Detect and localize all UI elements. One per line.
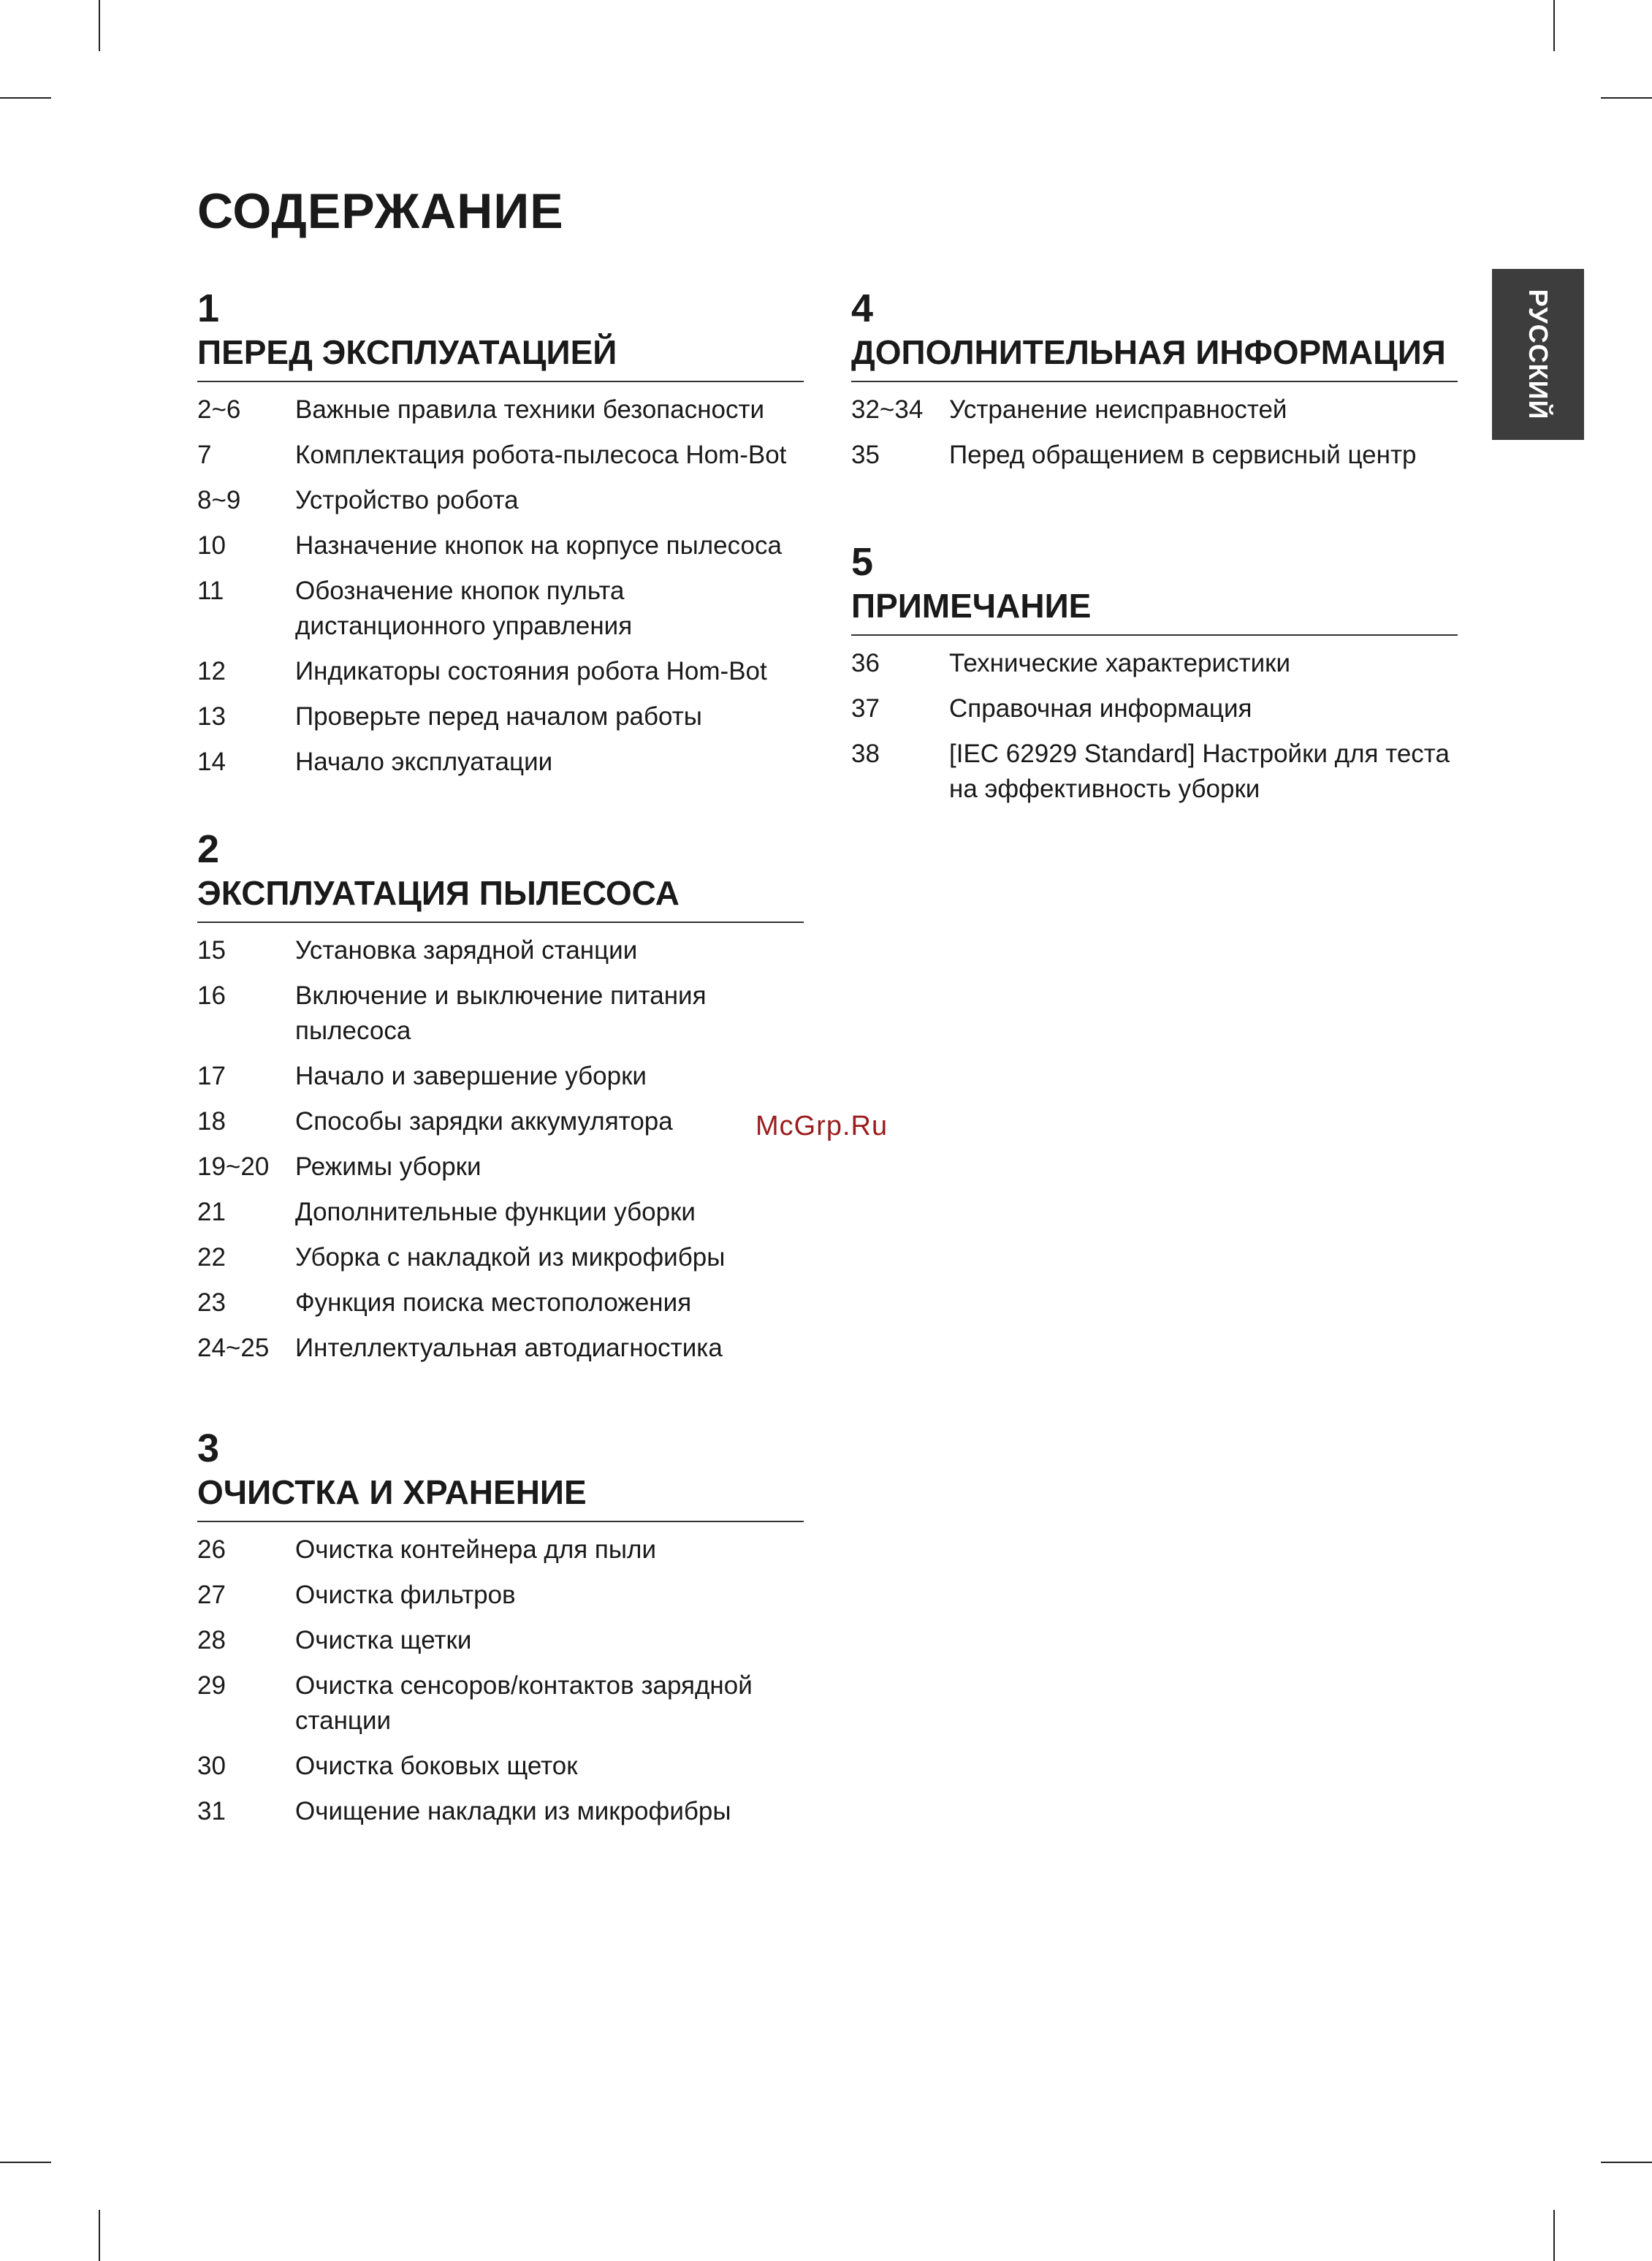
section-entries bbox=[851, 392, 1458, 483]
toc-entry bbox=[197, 1623, 804, 1668]
toc-entry bbox=[197, 1578, 804, 1623]
section-entries bbox=[851, 646, 1458, 817]
toc-section-1 bbox=[197, 286, 804, 790]
toc-entry bbox=[197, 574, 804, 654]
toc-entry bbox=[197, 1104, 804, 1150]
toc-entry-text: Назначение кнопок на корпусе пылесоса bbox=[295, 531, 782, 560]
toc-entry-text: Технические характеристики bbox=[949, 649, 1291, 677]
crop-mark bbox=[1601, 2162, 1652, 2163]
toc-entry-text: Проверьте перед началом работы bbox=[295, 702, 702, 731]
toc-entry bbox=[197, 392, 804, 438]
toc-entry-page: 7 bbox=[197, 441, 212, 469]
toc-entry-page: 24~25 bbox=[197, 1334, 270, 1362]
section-entries bbox=[197, 1532, 804, 1839]
crop-mark bbox=[1553, 0, 1555, 51]
toc-entry bbox=[197, 654, 804, 699]
toc-section-4 bbox=[851, 286, 1458, 483]
toc-entry-page: 2~6 bbox=[197, 395, 241, 424]
section-number: 2 bbox=[197, 827, 220, 871]
toc-entry-page: 21 bbox=[197, 1198, 226, 1226]
toc-entry-page: 22 bbox=[197, 1243, 226, 1272]
toc-entry-page: 32~34 bbox=[851, 395, 924, 424]
toc-entry-text: Индикаторы состояния робота Hom-Bot bbox=[295, 657, 767, 685]
toc-entry-text: Дополнительные функции уборки bbox=[295, 1198, 696, 1226]
toc-entry-page: 28 bbox=[197, 1626, 226, 1654]
toc-entry-page: 16 bbox=[197, 981, 226, 1010]
toc-entry-text: Функция поиска местоположения bbox=[295, 1288, 692, 1317]
toc-section-3 bbox=[197, 1426, 804, 1839]
toc-entry-text: Очистка щетки bbox=[295, 1626, 472, 1654]
toc-entry bbox=[197, 745, 804, 790]
toc-entry bbox=[851, 737, 1458, 817]
toc-entry bbox=[197, 1749, 804, 1794]
toc-entry bbox=[197, 528, 804, 574]
toc-entry-text: Справочная информация bbox=[949, 694, 1252, 723]
language-tab bbox=[1492, 269, 1584, 440]
watermark-text: McGrp.Ru bbox=[755, 1111, 888, 1141]
toc-entry-text: Начало и завершение уборки bbox=[295, 1062, 647, 1090]
toc-entry bbox=[851, 438, 1458, 483]
section-number: 5 bbox=[851, 540, 874, 584]
toc-entry bbox=[197, 1285, 804, 1331]
toc-entry-page: 18 bbox=[197, 1107, 226, 1136]
toc-section-5 bbox=[851, 542, 1458, 817]
toc-entry-page: 26 bbox=[197, 1535, 226, 1564]
toc-entry-page: 11 bbox=[197, 577, 224, 605]
toc-entry bbox=[197, 1668, 804, 1749]
toc-entry-text: Уборка с накладкой из микрофибры bbox=[295, 1243, 726, 1272]
toc-entry bbox=[197, 699, 804, 745]
toc-entry-text: [IEC 62929 Standard] Настройки для теста на эффективность уборки bbox=[949, 740, 1450, 803]
toc-entry-text: Очистка сенсоров/контактов зарядной станции bbox=[295, 1671, 753, 1735]
toc-entry bbox=[197, 483, 804, 528]
toc-entry bbox=[197, 1150, 804, 1195]
crop-mark bbox=[1601, 97, 1652, 99]
toc-entry-text: Способы зарядки аккумулятора bbox=[295, 1107, 673, 1136]
toc-entry bbox=[197, 1532, 804, 1578]
toc-entry-text: Начало эксплуатации bbox=[295, 748, 553, 776]
section-title: ЭКСПЛУАТАЦИЯ ПЫЛЕСОСА bbox=[197, 872, 804, 923]
section-title: ДОПОЛНИТЕЛЬНАЯ ИНФОРМАЦИЯ bbox=[851, 331, 1458, 382]
section-number: 4 bbox=[851, 286, 874, 330]
crop-mark bbox=[0, 2162, 51, 2163]
toc-entry-page: 27 bbox=[197, 1581, 226, 1609]
toc-entry-page: 35 bbox=[851, 441, 880, 469]
toc-entry bbox=[851, 646, 1458, 691]
crop-mark bbox=[1553, 2210, 1555, 2261]
toc-entry-page: 17 bbox=[197, 1062, 226, 1090]
crop-mark bbox=[99, 0, 100, 51]
toc-entry-text: Обозначение кнопок пульта дистанционного управления bbox=[295, 577, 633, 640]
toc-entry bbox=[197, 1195, 804, 1240]
toc-entry-text: Перед обращением в сервисный центр bbox=[949, 441, 1417, 469]
toc-entry-page: 36 bbox=[851, 649, 880, 677]
section-title: ПЕРЕД ЭКСПЛУАТАЦИЕЙ bbox=[197, 331, 804, 382]
toc-entry bbox=[197, 1794, 804, 1839]
toc-entry-page: 13 bbox=[197, 702, 226, 731]
toc-entry-page: 31 bbox=[197, 1797, 226, 1825]
toc-entry-page: 30 bbox=[197, 1752, 226, 1780]
page-title: СОДЕРЖАНИЕ bbox=[197, 183, 564, 239]
language-tab-label: РУССКИЙ bbox=[1523, 289, 1553, 420]
crop-mark bbox=[0, 97, 51, 99]
toc-entry-text: Очищение накладки из микрофибры bbox=[295, 1797, 731, 1825]
toc-entry-page: 23 bbox=[197, 1288, 226, 1317]
toc-entry-page: 10 bbox=[197, 531, 226, 560]
toc-entry bbox=[197, 1240, 804, 1285]
toc-entry-page: 12 bbox=[197, 657, 226, 685]
section-entries bbox=[197, 933, 804, 1376]
toc-entry-text: Режимы уборки bbox=[295, 1152, 481, 1181]
toc-entry-text: Установка зарядной станции bbox=[295, 936, 638, 965]
toc-entry-text: Очистка фильтров bbox=[295, 1581, 516, 1609]
toc-entry-text: Устройство робота bbox=[295, 486, 519, 514]
toc-entry-page: 15 bbox=[197, 936, 226, 965]
toc-entry-page: 14 bbox=[197, 748, 226, 776]
toc-entry-text: Интеллектуальная автодиагностика bbox=[295, 1334, 723, 1362]
toc-entry bbox=[197, 438, 804, 483]
toc-entry-page: 19~20 bbox=[197, 1152, 270, 1181]
section-entries bbox=[197, 392, 804, 790]
section-title: ПРИМЕЧАНИЕ bbox=[851, 585, 1458, 636]
toc-entry-page: 37 bbox=[851, 694, 880, 723]
toc-entry-text: Комплектация робота-пылесоса Hom-Bot bbox=[295, 441, 787, 469]
toc-entry-page: 29 bbox=[197, 1671, 226, 1700]
toc-entry-text: Очистка боковых щеток bbox=[295, 1752, 578, 1780]
section-number: 3 bbox=[197, 1426, 220, 1470]
toc-entry-text: Важные правила техники безопасности bbox=[295, 395, 765, 424]
toc-entry-page: 8~9 bbox=[197, 486, 241, 514]
toc-entry bbox=[197, 933, 804, 978]
section-title: ОЧИСТКА И ХРАНЕНИЕ bbox=[197, 1471, 804, 1522]
toc-entry-text: Очистка контейнера для пыли bbox=[295, 1535, 657, 1564]
section-number: 1 bbox=[197, 286, 220, 330]
toc-section-2 bbox=[197, 829, 804, 1376]
toc-entry bbox=[851, 691, 1458, 737]
crop-mark bbox=[99, 2210, 100, 2261]
toc-entry bbox=[197, 978, 804, 1059]
toc-entry bbox=[197, 1331, 804, 1376]
toc-entry bbox=[197, 1059, 804, 1104]
toc-entry-page: 38 bbox=[851, 740, 880, 768]
toc-entry bbox=[851, 392, 1458, 438]
toc-entry-text: Устранение неисправностей bbox=[949, 395, 1287, 424]
toc-entry-text: Включение и выключение питания пылесоса bbox=[295, 981, 707, 1045]
